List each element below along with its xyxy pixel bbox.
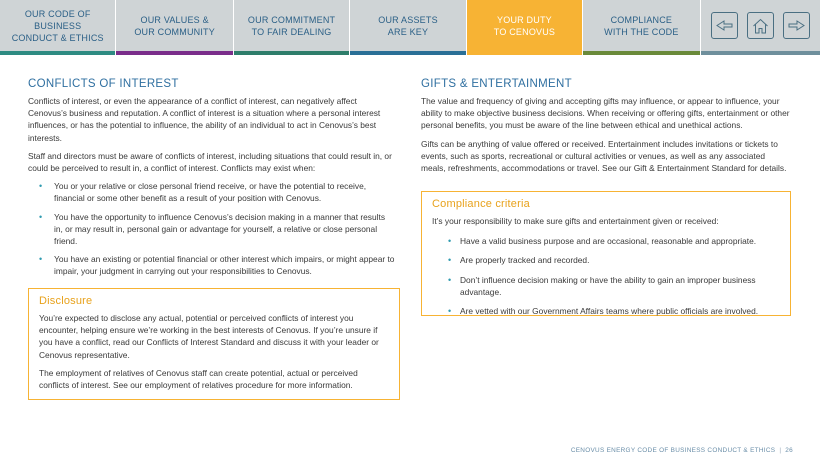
- paragraph: The value and frequency of giving and accepting gifts may influence, or appear to influence, your ability to make objective business decisions. When receiving or offering gifts, entertainment or other personal benefits, you must be aware of the line between ethical and unethical actions.: [421, 96, 790, 131]
- paragraph: Gifts can be anything of value offered or received. Entertainment includes invitations or tickets to events, such as sports, recreational or cultural activities or venues, as well as any associated meals, refreshments, accommodations or travel. See our Gift & Entertainment Standard for details.: [421, 138, 787, 174]
- tab-values-community[interactable]: [116, 0, 232, 55]
- list-item: • Have a valid business purpose and are occasional, reasonable and appropriate.: [432, 235, 781, 247]
- list-item: • Are properly tracked and recorded.: [432, 254, 781, 266]
- tab-label: COMPLIANCE WITH THE CODE: [604, 14, 679, 37]
- tab-label: OUR VALUES & OUR COMMUNITY: [134, 14, 215, 37]
- list-item: • Don’t influence decision making or have the ability to gain an improper business advantage.: [432, 274, 781, 298]
- gifts-entertainment-section: [421, 78, 791, 180]
- page-footer: [571, 447, 793, 454]
- paragraph: The employment of relatives of Cenovus staff can create potential, actual or perceived conflicts of interest. See our employment of relatives procedure for more information.: [39, 367, 358, 391]
- page-navigation-buttons: [701, 0, 820, 55]
- tab-code-of-business-conduct[interactable]: [0, 0, 115, 55]
- list-item: • You or your relative or close personal friend receive, or have the potential to receive, financial or some other benefit as a result of your position with Cenovus.: [28, 180, 396, 204]
- tab-assets[interactable]: [350, 0, 465, 55]
- previous-page-icon: [716, 20, 733, 31]
- footer-separator: |: [779, 447, 782, 454]
- top-navigation: [0, 0, 820, 55]
- conflicts-of-interest-section: [28, 78, 396, 284]
- paragraph: Staff and directors must be aware of conflicts of interest, including situations that could result in, or could be perceived to result in, a conflict of interest. Conflicts may exist when:: [28, 150, 392, 174]
- tab-label: OUR CODE OF BUSINESS CONDUCT & ETHICS: [11, 8, 104, 43]
- section-title: GIFTS & ENTERTAINMENT: [421, 78, 572, 90]
- tab-label: OUR COMMITMENT TO FAIR DEALING: [247, 14, 336, 37]
- callout-title: Disclosure: [39, 295, 93, 307]
- next-page-icon: [788, 20, 805, 31]
- next-page-button[interactable]: [783, 12, 810, 39]
- home-icon: [752, 18, 769, 34]
- tab-label: YOUR DUTY TO CENOVUS: [493, 14, 556, 37]
- callout-title: Compliance criteria: [432, 198, 530, 210]
- previous-page-button[interactable]: [711, 12, 738, 39]
- paragraph: It’s your responsibility to make sure gifts and entertainment given or received:: [432, 216, 719, 226]
- paragraph: Conflicts of interest, or even the appearance of a conflict of interest, can negatively affect Cenovus’s business and reputation. A conflict of interest is a situation where a personal interest influences, or has the potential to influence, the ability of an individual to act in Cenovus’s best interests.: [28, 96, 381, 143]
- tab-your-duty[interactable]: [467, 0, 582, 55]
- home-button[interactable]: [747, 12, 774, 39]
- bullet-list: [432, 235, 781, 317]
- page-number: 26: [785, 447, 793, 454]
- bullet-list: [28, 180, 396, 277]
- tab-compliance[interactable]: [583, 0, 699, 55]
- list-item: • You have an existing or potential financial or other interest which impairs, or might appear to impair, your judgment in carrying out your responsibilities to Cenovus.: [28, 253, 396, 277]
- section-title: CONFLICTS OF INTEREST: [28, 78, 179, 90]
- list-item: • You have the opportunity to influence Cenovus’s decision making in a manner that results in, or may result in, personal gain or advantage for yourself, a relative or close personal friend.: [28, 211, 396, 248]
- list-item: • Are vetted with our Government Affairs teams where public officials are involved.: [432, 305, 781, 317]
- footer-title: CENOVUS ENERGY CODE OF BUSINESS CONDUCT & ETHICS: [570, 447, 776, 454]
- disclosure-callout: [28, 288, 400, 400]
- tab-label: OUR ASSETS ARE KEY: [378, 14, 438, 37]
- compliance-criteria-callout: [421, 191, 791, 316]
- paragraph: You’re expected to disclose any actual, potential or perceived conflicts of interest you encounter, helping ensure we’re working in the best interests of Cenovus. If you’re unsure if you have a conflict, read our Conflicts of Interest Standard and discuss it with your leader or Cenovus representative.: [39, 313, 379, 360]
- tab-fair-dealing[interactable]: [234, 0, 349, 55]
